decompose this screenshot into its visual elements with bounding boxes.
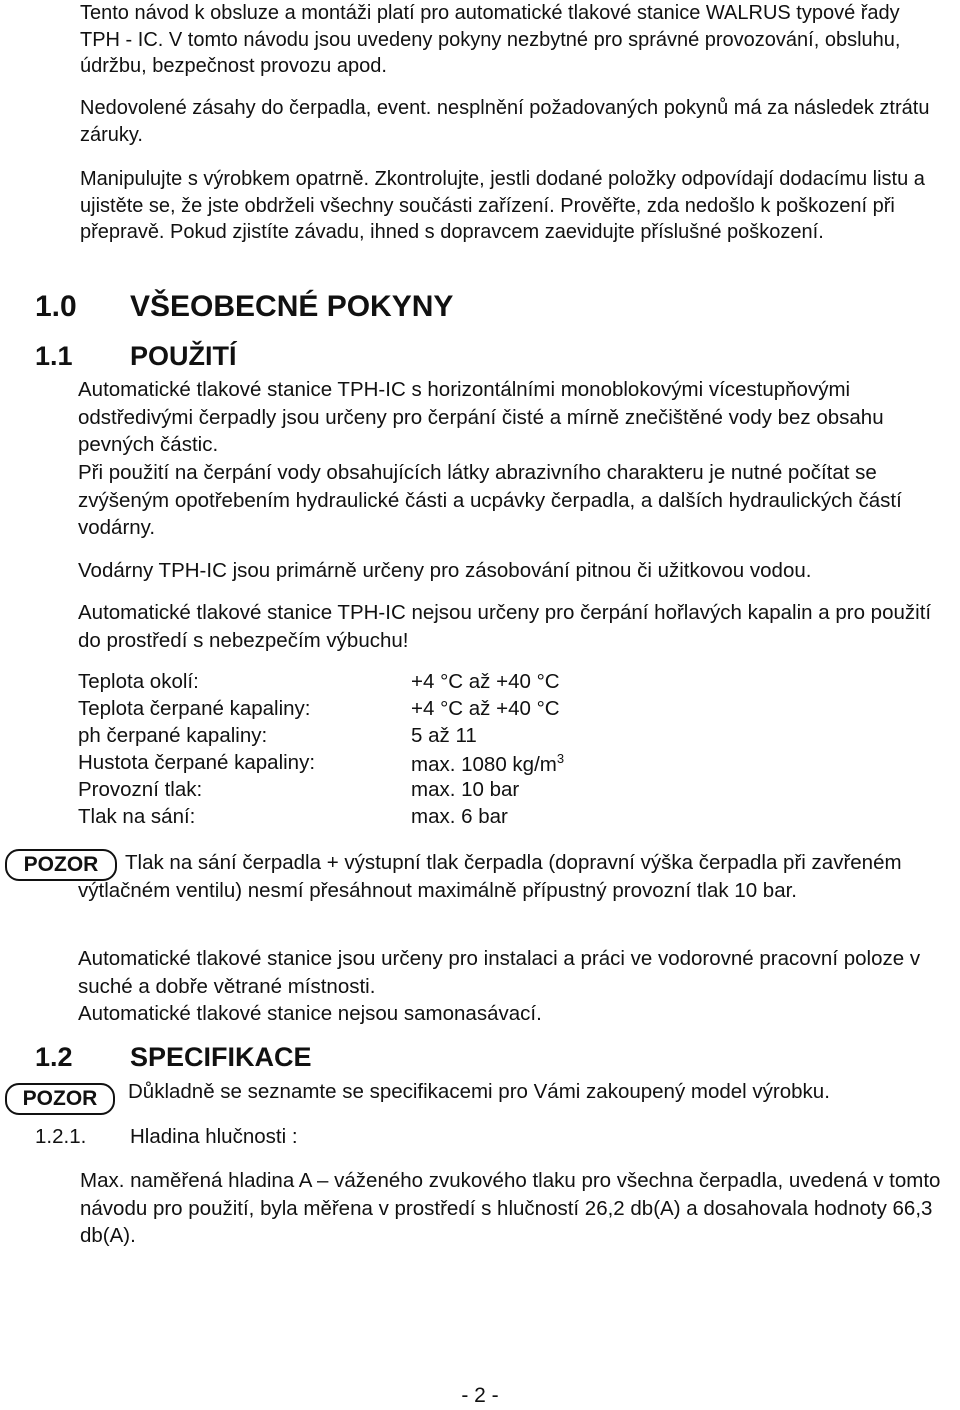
abrasive-paragraph: Při použití na čerpání vody obsahujících látky abrazivního charakteru je nutné počítat se zvýšeným opotřebením hydraulické části a ucpávky čerpadla, a dalších hydraulických částí vodárny. [78,461,902,539]
handling-paragraph: Manipulujte s výrobkem opatrně. Zkontrolujte, jestli dodané položky odpovídají dodacímu listu a ujistěte se, že jste obdrželi všechny součásti zařízení. Prověřte, zda nedošlo k poškození při přepravě. Pokud zjistíte závadu, ihned s dopravcem zaevidujte příslušné poškození. [80,168,925,243]
flammable-paragraph: Automatické tlakové stanice TPH-IC nejsou určeny pro čerpání hořlavých kapalin a pro použití do prostředí s nebezpečím výbuchu! [78,601,932,652]
usage-paragraph: Automatické tlakové stanice TPH-IC s horizontálními monoblokovými vícestupňovými odstředivými čerpadly jsou určeny pro čerpání čisté a mírně znečištěné vody bez obsahu pevných částic. [78,378,884,456]
spec-label: Tlak na sání: [78,805,196,828]
spec-value [411,751,564,777]
spec-value-superscript: 3 [556,751,565,766]
purpose-paragraph: Vodárny TPH-IC jsou primárně určeny pro zásobování pitnou či užitkovou vodou. [78,559,812,582]
spec-label: ph čerpané kapaliny: [78,724,268,747]
warning-text: Důkladně se seznamte se specifikacemi pro Vámi zakoupený model výrobku. [128,1080,830,1103]
subsubsection-title: Hladina hlučnosti : [130,1125,298,1148]
warranty-paragraph: Nedovolené zásahy do čerpadla, event. nesplnění požadovaných pokynů má za následek ztrátu záruky. [80,97,930,146]
spec-value: +4 °C až +40 °C [411,670,560,693]
spec-value-text: max. 1080 kg/m [411,752,557,776]
install-paragraph: Automatické tlakové stanice jsou určeny pro instalaci a práci ve vodorovné pracovní poloze v suché a dobře větrané místnosti. [78,947,921,998]
subsection-number: 1.1 [35,341,73,371]
spec-value: +4 °C až +40 °C [411,697,560,720]
spec-label: Teplota čerpané kapaliny: [78,697,311,720]
spec-label: Provozní tlak: [78,778,203,801]
page-number: - 2 - [461,1384,499,1407]
not-self-priming-note: Automatické tlakové stanice nejsou samonasávací. [78,1002,542,1025]
spec-label: Teplota okolí: [78,670,199,693]
warning-text: Tlak na sání čerpadla + výstupní tlak čerpadla (dopravní výška čerpadla při zavřeném výtlačném ventilu) nesmí přesáhnout maximálně přípustný provozní tlak 10 bar. [78,851,902,902]
spec-label: Hustota čerpané kapaliny: [78,751,316,774]
subsection-title: SPECIFIKACE [130,1042,312,1072]
subsection-title: POUŽITÍ [130,341,237,371]
section-title: VŠEOBECNÉ POKYNY [130,290,454,323]
warning-badge: POZOR [5,849,117,881]
spec-value: 5 až 11 [411,724,477,747]
subsection-number: 1.2 [35,1042,73,1072]
section-number: 1.0 [35,290,77,323]
noise-paragraph: Max. naměřená hladina A – váženého zvukového tlaku pro všechna čerpadla, uvedená v tomto návodu pro použití, byla měřena v prostředí s hlučností 26,2 db(A) a dosahovala hodnoty 66,3 db(A). [80,1169,941,1247]
intro-paragraph: Tento návod k obsluze a montáži platí pro automatické tlakové stanice WALRUS typové řady TPH - IC. V tomto návodu jsou uvedeny pokyny nezbytné pro správné provozování, obsluhu, údržbu, bezpečnost provozu apod. [80,2,901,77]
warning-badge: POZOR [5,1083,115,1115]
subsubsection-number: 1.2.1. [35,1125,87,1148]
spec-value: max. 6 bar [411,805,508,828]
spec-value: max. 10 bar [411,778,520,801]
